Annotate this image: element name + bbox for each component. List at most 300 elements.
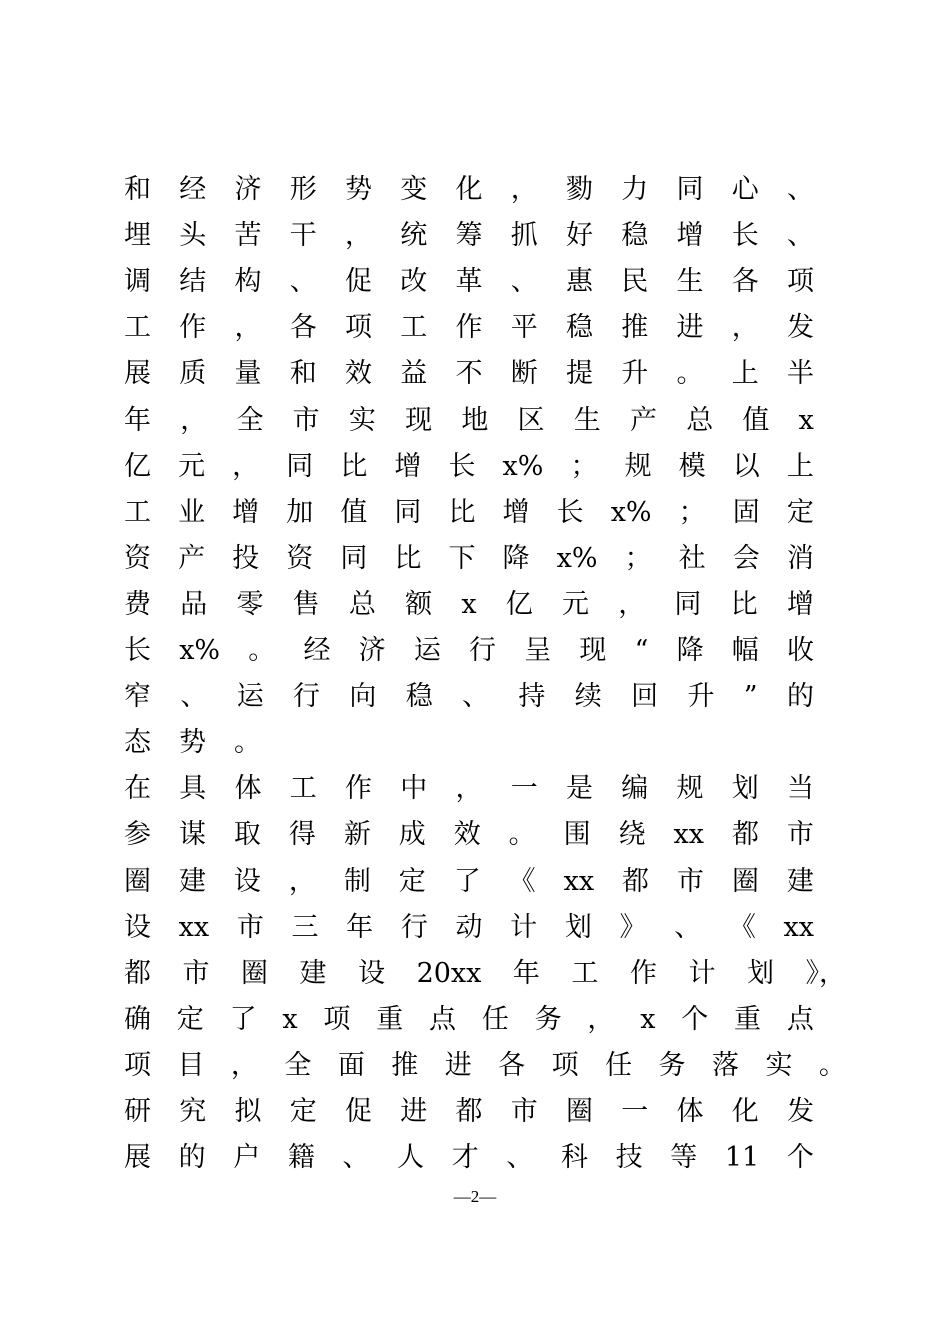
text-token: 20xx	[416, 957, 482, 989]
text-token: 调	[124, 266, 151, 298]
text-token: 生	[573, 404, 601, 436]
text-token: 划	[731, 773, 759, 805]
text-token: 同	[394, 496, 422, 528]
text-token: 。	[818, 1049, 846, 1081]
text-token: 、	[289, 266, 317, 298]
text-token: 济	[358, 635, 386, 666]
text-token: 固	[732, 496, 760, 528]
text-token: 零	[236, 588, 264, 620]
text-token: 费	[124, 588, 151, 620]
text-token: 呈	[524, 635, 552, 666]
text-token: 长	[731, 220, 759, 252]
text-token: 项	[551, 1049, 579, 1081]
text-token: 围	[563, 819, 591, 851]
text-line	[124, 582, 814, 628]
text-token: 向	[349, 681, 377, 713]
text-token: 收	[786, 635, 814, 666]
text-token: x%	[502, 450, 544, 482]
text-token: 比	[448, 496, 476, 528]
text-token: 项	[345, 312, 372, 344]
text-token: 工	[124, 496, 151, 528]
text-line	[124, 490, 814, 536]
text-token: 。	[234, 727, 261, 759]
text-token: 都	[731, 819, 759, 851]
text-token: 建	[786, 865, 814, 897]
text-token: 《	[508, 865, 536, 897]
text-token: xx	[783, 911, 814, 943]
text-token: 、	[342, 1142, 370, 1174]
text-token: x%	[610, 496, 652, 528]
text-token: 比	[730, 588, 758, 620]
text-token: 技	[615, 1142, 643, 1174]
text-token: 同	[340, 542, 368, 574]
text-token: 作	[629, 957, 657, 989]
text-token: 究	[179, 1096, 207, 1127]
text-token: 推	[621, 312, 649, 344]
text-token: 总	[348, 588, 376, 620]
text-token: 化	[731, 1096, 759, 1127]
text-token: 都	[622, 865, 650, 897]
text-token: 促	[345, 266, 372, 298]
text-token: 工	[571, 957, 599, 989]
text-token: 三	[291, 911, 319, 943]
text-token: 、	[462, 681, 490, 713]
text-token: 项	[787, 266, 814, 298]
text-line	[124, 859, 814, 905]
text-token: 户	[233, 1142, 261, 1174]
text-token: x	[282, 1003, 298, 1035]
text-token: 个	[786, 1142, 814, 1174]
text-token: 动	[455, 911, 483, 943]
text-token: 稳	[566, 312, 593, 344]
text-token: 了	[453, 865, 481, 897]
text-token: 升	[621, 358, 649, 390]
text-token: 提	[566, 358, 593, 390]
text-token: 工	[124, 312, 151, 344]
text-token: 长	[124, 635, 151, 666]
text-line	[124, 259, 814, 305]
text-token: 生	[676, 266, 704, 298]
text-token: 取	[233, 819, 261, 851]
text-token: ”	[743, 681, 758, 713]
text-token: 。	[676, 358, 704, 390]
text-token: 断	[510, 358, 538, 390]
text-token: ，	[510, 174, 538, 205]
text-token: 行	[400, 911, 428, 943]
text-line	[124, 351, 814, 397]
text-token: 增	[232, 496, 260, 528]
text-token: 勠	[566, 174, 593, 205]
text-token: 籍	[287, 1142, 315, 1174]
text-line	[124, 167, 814, 213]
text-token: 上	[731, 358, 759, 390]
text-token: 效	[453, 819, 481, 851]
text-line	[124, 444, 814, 490]
text-token: 《	[728, 911, 756, 943]
text-token: 计	[688, 957, 716, 989]
text-token: 人	[397, 1142, 425, 1174]
text-line	[124, 720, 814, 766]
text-token: 同	[676, 174, 704, 205]
text-token: 幅	[731, 635, 759, 666]
text-token: 得	[288, 819, 316, 851]
text-token: 建	[178, 865, 206, 897]
text-token: 形	[289, 174, 317, 205]
text-token: 定	[398, 865, 426, 897]
text-line	[124, 951, 846, 997]
text-token: 社	[678, 542, 706, 574]
text-token: 作	[179, 312, 207, 344]
text-token: 量	[234, 358, 262, 390]
text-token: 务	[534, 1003, 562, 1035]
text-token: xx	[563, 865, 595, 897]
text-token: 现	[579, 635, 607, 666]
text-token: 推	[391, 1049, 419, 1081]
text-token: 实	[765, 1049, 793, 1081]
text-token: 经	[179, 174, 207, 205]
text-token: 具	[179, 773, 207, 805]
text-token: 促	[345, 1096, 372, 1127]
text-token: 售	[292, 588, 320, 620]
text-token: 投	[232, 542, 260, 574]
text-token: 点	[786, 1003, 814, 1035]
text-token: 目	[177, 1049, 205, 1081]
text-token: 展	[124, 358, 151, 390]
text-token: 了	[229, 1003, 257, 1035]
text-token: 行	[293, 681, 321, 713]
text-token: ，	[234, 312, 262, 344]
text-token: 的	[178, 1142, 206, 1174]
text-token: 下	[448, 542, 476, 574]
text-token: 比	[340, 450, 368, 482]
text-token: 运	[413, 635, 441, 666]
text-token: 不	[455, 358, 483, 390]
text-token: 区	[517, 404, 545, 436]
text-token: 年	[124, 404, 151, 436]
text-token: 势	[179, 727, 206, 759]
text-token: 产	[178, 542, 206, 574]
text-token: 作	[345, 773, 372, 805]
text-token: 定	[289, 1096, 317, 1127]
text-token: 同	[286, 450, 314, 482]
text-token: 增	[676, 220, 704, 252]
text-token: 经	[303, 635, 331, 666]
text-token: 运	[236, 681, 264, 713]
text-line	[124, 766, 814, 812]
text-token: 在	[124, 773, 151, 805]
text-token: 窄	[124, 681, 151, 713]
text-token: 长	[448, 450, 476, 482]
text-token: 圈	[241, 957, 269, 989]
text-token: 民	[621, 266, 649, 298]
text-token: 、	[510, 266, 538, 298]
text-token: 展	[124, 1142, 151, 1174]
text-token: 心	[731, 174, 759, 205]
text-line	[124, 1135, 814, 1181]
text-token: 革	[455, 266, 483, 298]
text-token: 实	[348, 404, 376, 436]
text-token: 重	[734, 1003, 762, 1035]
text-token: 消	[786, 542, 814, 574]
text-token: 任	[605, 1049, 633, 1081]
text-line	[124, 812, 814, 858]
text-token: 规	[676, 773, 704, 805]
text-token: 体	[676, 1096, 704, 1127]
text-token: 、	[674, 911, 702, 943]
text-token: 地	[461, 404, 489, 436]
text-line	[124, 213, 814, 259]
text-token: 资	[124, 542, 151, 574]
text-token: 确	[124, 1003, 151, 1035]
text-token: 中	[400, 773, 428, 805]
text-token: ，	[230, 1049, 258, 1081]
text-token: 。	[508, 819, 536, 851]
text-line	[124, 398, 814, 444]
text-token: 拟	[234, 1096, 262, 1127]
text-token: 额	[405, 588, 433, 620]
text-line	[124, 1089, 814, 1135]
text-token: 设	[124, 911, 151, 943]
text-token: 成	[398, 819, 426, 851]
text-token: 项	[323, 1003, 351, 1035]
text-token: 、	[787, 174, 814, 205]
text-token: 是	[566, 773, 593, 805]
text-token: 和	[289, 358, 317, 390]
text-token: x%	[556, 542, 598, 574]
text-token: 进	[444, 1049, 472, 1081]
text-token: 市	[786, 819, 814, 851]
text-token: 效	[345, 358, 372, 390]
text-token: 干	[289, 220, 317, 252]
text-token: 工	[289, 773, 317, 805]
text-token: xx	[178, 911, 210, 943]
text-token: 建	[299, 957, 327, 989]
text-token: 结	[179, 266, 207, 298]
text-token: 升	[687, 681, 715, 713]
text-line	[124, 305, 814, 351]
text-token: 亿	[124, 450, 151, 482]
text-token: 绕	[618, 819, 646, 851]
text-token: ，	[232, 450, 260, 482]
text-token: 降	[502, 542, 530, 574]
text-token: 进	[676, 312, 704, 344]
text-token: 构	[234, 266, 262, 298]
text-token: ；	[570, 450, 598, 482]
text-token: xx	[673, 819, 704, 851]
text-token: 制	[343, 865, 371, 897]
text-token: ；	[678, 496, 706, 528]
text-token: 市	[677, 865, 704, 897]
text-token: 行	[469, 635, 497, 666]
text-token: 全	[236, 404, 264, 436]
text-token: 年	[346, 911, 374, 943]
text-token: 资	[286, 542, 314, 574]
text-line	[124, 536, 814, 582]
text-line	[124, 628, 814, 674]
text-token: 济	[234, 174, 262, 205]
text-token: 平	[510, 312, 538, 344]
text-token: 改	[400, 266, 428, 298]
text-token: 头	[179, 220, 207, 252]
text-token: ，	[180, 404, 208, 436]
text-token: 务	[658, 1049, 686, 1081]
text-token: 设	[233, 865, 261, 897]
text-token: 划	[564, 911, 592, 943]
text-token: 势	[345, 174, 372, 205]
text-token: 一	[510, 773, 538, 805]
text-token: 11	[724, 1142, 760, 1174]
text-token: ，	[345, 220, 372, 252]
text-token: 稳	[621, 220, 649, 252]
text-token: ；	[624, 542, 652, 574]
text-token: 上	[786, 450, 814, 482]
text-token: 抓	[510, 220, 538, 252]
text-token: x	[798, 404, 814, 436]
text-token: 体	[234, 773, 262, 805]
text-token: 变	[400, 174, 428, 205]
text-token: 力	[621, 174, 649, 205]
text-token: 的	[786, 681, 814, 713]
text-token: 市	[236, 911, 264, 943]
text-token: 规	[624, 450, 652, 482]
text-token: 业	[178, 496, 206, 528]
text-token: 市	[510, 1096, 538, 1127]
text-token: 各	[289, 312, 317, 344]
text-token: 元	[561, 588, 589, 620]
text-token: 亿	[505, 588, 533, 620]
text-token: 半	[787, 358, 814, 390]
page-number: —2—	[453, 1187, 497, 1206]
text-token: 惠	[566, 266, 593, 298]
text-token: 都	[455, 1096, 483, 1127]
text-token: 模	[678, 450, 706, 482]
text-token: 一	[621, 1096, 649, 1127]
text-token: 各	[498, 1049, 526, 1081]
text-token: 发	[787, 1096, 814, 1127]
text-token: 进	[400, 1096, 428, 1127]
text-token: 和	[124, 174, 151, 205]
text-line	[124, 905, 814, 951]
text-token: 埋	[124, 220, 151, 252]
text-token: 统	[400, 220, 428, 252]
text-token: 。	[248, 635, 276, 666]
text-token: ，	[618, 588, 646, 620]
text-token: 等	[670, 1142, 698, 1174]
text-token: “	[634, 635, 649, 666]
text-token: 研	[124, 1096, 151, 1127]
text-token: 同	[674, 588, 702, 620]
text-token: 好	[566, 220, 593, 252]
text-token: x%	[179, 635, 221, 666]
text-token: 定	[786, 496, 814, 528]
text-token: 降	[676, 635, 704, 666]
text-token: ，	[288, 865, 316, 897]
text-token: 态	[124, 727, 151, 759]
text-token: 比	[394, 542, 422, 574]
text-line	[124, 674, 814, 720]
text-token: 产	[629, 404, 657, 436]
text-token: ，	[455, 773, 483, 805]
text-token: 长	[556, 496, 584, 528]
text-token: ，	[731, 312, 759, 344]
text-token: 现	[405, 404, 433, 436]
text-token: 发	[787, 312, 814, 344]
text-token: 品	[180, 588, 208, 620]
text-token: 定	[176, 1003, 204, 1035]
text-token: 增	[786, 588, 814, 620]
text-token: 》	[619, 911, 647, 943]
text-token: 益	[400, 358, 428, 390]
text-token: 科	[561, 1142, 588, 1174]
text-token: 稳	[405, 681, 433, 713]
text-token: 计	[510, 911, 538, 943]
text-token: 面	[337, 1049, 365, 1081]
text-line	[124, 997, 814, 1043]
text-token: x	[461, 588, 477, 620]
text-token: 化	[455, 174, 483, 205]
text-token: 、	[180, 681, 208, 713]
text-token: 都	[124, 957, 151, 989]
text-token: 增	[394, 450, 422, 482]
text-token: 市	[182, 957, 210, 989]
text-token: 编	[621, 773, 649, 805]
text-token: 项	[124, 1049, 151, 1081]
text-token: 年	[512, 957, 540, 989]
text-line	[124, 1043, 846, 1089]
text-token: 划	[746, 957, 774, 989]
text-token: 筹	[455, 220, 483, 252]
text-token: 增	[502, 496, 530, 528]
text-token: 回	[631, 681, 659, 713]
text-token: 圈	[731, 865, 759, 897]
text-token: 新	[343, 819, 371, 851]
text-token: 、	[506, 1142, 534, 1174]
text-token: 任	[481, 1003, 509, 1035]
text-token: 工	[400, 312, 428, 344]
text-token: 以	[732, 450, 760, 482]
text-token: 当	[787, 773, 814, 805]
text-token: 落	[711, 1049, 739, 1081]
text-token: x	[640, 1003, 656, 1035]
text-token: 质	[179, 358, 207, 390]
text-token: 会	[732, 542, 760, 574]
text-token: 加	[286, 496, 314, 528]
text-token: 重	[376, 1003, 404, 1035]
text-token: 市	[292, 404, 320, 436]
text-token: 续	[574, 681, 602, 713]
text-token: 值	[742, 404, 770, 436]
text-token: 各	[731, 266, 759, 298]
text-token: 持	[518, 681, 546, 713]
text-token: 》，	[805, 957, 846, 989]
text-token: 全	[284, 1049, 312, 1081]
text-token: 、	[787, 220, 814, 252]
text-token: 谋	[178, 819, 206, 851]
text-token: 总	[686, 404, 714, 436]
text-token: 参	[124, 819, 151, 851]
text-token: 圈	[566, 1096, 593, 1127]
text-token: 才	[451, 1142, 479, 1174]
text-token: 苦	[234, 220, 262, 252]
text-token: 点	[429, 1003, 457, 1035]
text-token: 圈	[124, 865, 151, 897]
text-token: 作	[455, 312, 483, 344]
text-token: 设	[358, 957, 386, 989]
text-token: 元	[178, 450, 206, 482]
text-token: 值	[340, 496, 368, 528]
text-token: 个	[681, 1003, 709, 1035]
text-token: ，	[587, 1003, 615, 1035]
